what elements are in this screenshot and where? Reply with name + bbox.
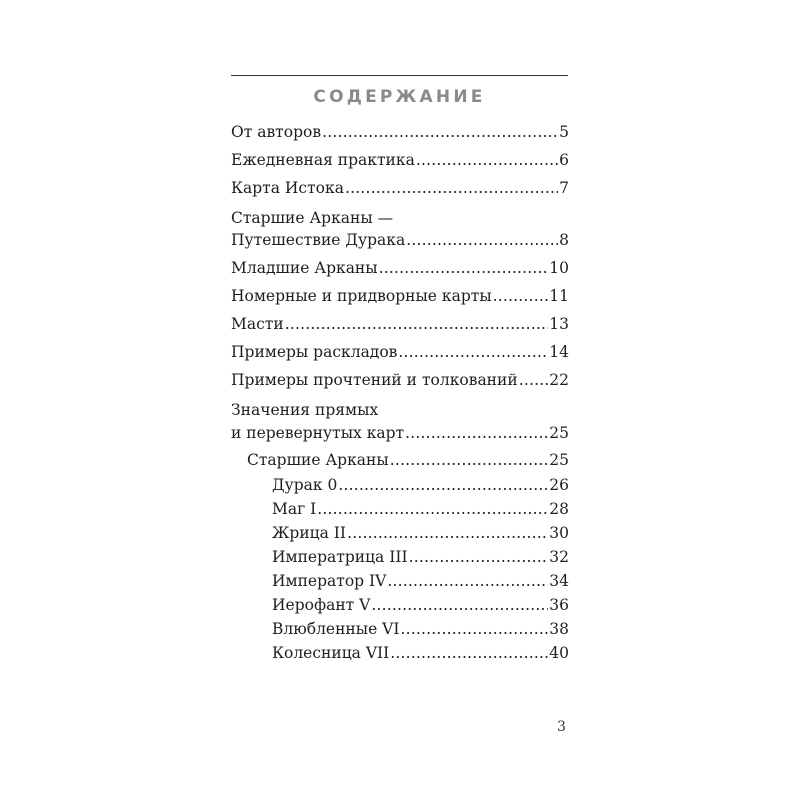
toc-entry-title: Номерные и придворные карты [231, 287, 492, 305]
toc-entry-page: 22 [549, 371, 569, 389]
toc-entry-title: Колесница VII [272, 644, 390, 662]
top-rule [231, 75, 568, 76]
dot-leader [387, 569, 548, 593]
dot-leader [338, 473, 548, 497]
dot-leader [390, 448, 549, 472]
toc-entry-title: От авторов [231, 123, 322, 141]
toc-entry-title: Карта Истока [231, 179, 344, 197]
toc-entry-title: Старшие Арканы [247, 451, 389, 469]
dot-leader [347, 521, 548, 545]
toc-entry[interactable] [272, 545, 569, 569]
toc-entry[interactable] [231, 120, 569, 144]
toc-entry-title: Примеры раскладов [231, 343, 398, 361]
dot-leader [416, 148, 558, 172]
toc-entry[interactable] [231, 368, 569, 392]
dot-leader [409, 545, 549, 569]
toc-entry-title-line[interactable]: Значения прямых [231, 401, 379, 419]
toc-entry-title: Дурак 0 [272, 476, 338, 494]
page-number: 3 [557, 719, 566, 735]
toc-entry-page: 26 [549, 476, 569, 494]
toc-entry-title: Масти [231, 315, 284, 333]
toc-entry[interactable] [231, 176, 569, 200]
toc-entry[interactable] [231, 421, 569, 445]
toc-entry-page: 30 [549, 524, 569, 542]
toc-entry[interactable] [272, 617, 569, 641]
toc-entry[interactable] [272, 521, 569, 545]
toc-entry-page: 13 [549, 315, 569, 333]
dot-leader [371, 593, 548, 617]
toc-entry-page: 8 [559, 231, 569, 249]
toc-entry-title: Император IV [272, 572, 387, 590]
toc-entry[interactable] [272, 641, 569, 665]
toc-entry-page: 5 [559, 123, 569, 141]
toc-entry[interactable] [272, 497, 569, 521]
toc-entry[interactable] [231, 312, 569, 336]
toc-entry-page: 32 [549, 548, 569, 566]
toc-entry[interactable] [272, 473, 569, 497]
toc-entry-page: 7 [559, 179, 569, 197]
toc-entry[interactable] [231, 340, 569, 364]
dot-leader [493, 284, 549, 308]
dot-leader [519, 368, 549, 392]
toc-entry-page: 25 [549, 424, 569, 442]
dot-leader [379, 256, 549, 280]
dot-leader [406, 228, 558, 252]
toc-entry-page: 28 [549, 500, 569, 518]
dot-leader [317, 497, 548, 521]
toc-entry-title: Путешествие Дурака [231, 231, 406, 249]
dot-leader [401, 617, 549, 641]
toc-entry-page: 10 [549, 259, 569, 277]
toc-entry-page: 36 [549, 596, 569, 614]
toc-entry-title: Маг I [272, 500, 317, 518]
toc-entry-title: и перевернутых карт [231, 424, 405, 442]
toc-entry-page: 25 [549, 451, 569, 469]
toc-entry-title: Влюбленные VI [272, 620, 400, 638]
toc-entry-page: 11 [549, 287, 569, 305]
toc-entry[interactable] [272, 593, 569, 617]
toc-entry-page: 38 [549, 620, 569, 638]
dot-leader [398, 340, 548, 364]
dot-leader [285, 312, 549, 336]
toc-entry[interactable] [272, 569, 569, 593]
toc-entry-page: 6 [559, 151, 569, 169]
toc-entry-title: Младшие Арканы [231, 259, 378, 277]
dot-leader [345, 176, 558, 200]
toc-entry[interactable] [231, 256, 569, 280]
toc-entry-title: Жрица II [272, 524, 347, 542]
toc-entry-title-line[interactable]: Старшие Арканы — [231, 209, 394, 227]
toc-entry-title: Императрица III [272, 548, 408, 566]
toc-entry-title: Примеры прочтений и толкований [231, 371, 518, 389]
toc-entry[interactable] [231, 284, 569, 308]
contents-heading: СОДЕРЖАНИЕ [313, 87, 486, 107]
toc-entry[interactable] [247, 448, 569, 472]
dot-leader [390, 641, 548, 665]
toc-entry-page: 14 [549, 343, 569, 361]
toc-entry[interactable] [231, 148, 569, 172]
toc-entry-page: 34 [549, 572, 569, 590]
toc-entry-title: Иерофант V [272, 596, 371, 614]
toc-entry[interactable] [231, 228, 569, 252]
toc-entry-title: Ежедневная практика [231, 151, 415, 169]
dot-leader [322, 120, 558, 144]
toc-entry-page: 40 [549, 644, 569, 662]
dot-leader [405, 421, 548, 445]
